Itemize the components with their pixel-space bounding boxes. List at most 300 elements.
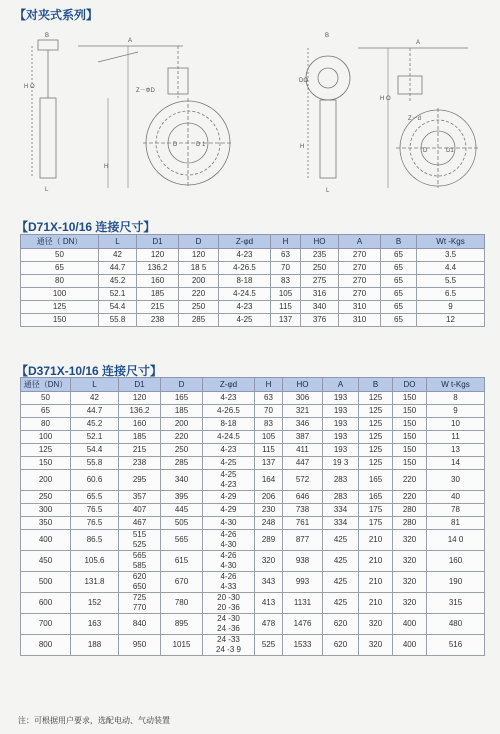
table-cell — [71, 517, 119, 530]
left-label-H: H — [104, 164, 109, 170]
table-cell — [71, 457, 119, 470]
cell-value: 387 — [295, 432, 310, 441]
table-cell — [99, 275, 137, 288]
cell-value: 105 — [278, 289, 293, 298]
table-cell — [71, 635, 119, 656]
cell-value: 525 — [261, 640, 276, 649]
table-cell — [283, 530, 323, 551]
table-row — [21, 288, 485, 301]
table-cell — [283, 551, 323, 572]
table-cell — [119, 457, 161, 470]
left-label-L: L — [45, 187, 49, 193]
column-header: Z-φd — [219, 235, 271, 249]
cell-value: 505 — [174, 518, 189, 527]
cell-value: 235 — [312, 250, 327, 259]
table-cell — [255, 444, 283, 457]
cell-value: 11 — [451, 432, 460, 441]
cell-value: 4-23 — [220, 393, 237, 402]
cell-value: 343 — [261, 577, 276, 586]
cell-value: 283 — [333, 492, 348, 501]
table-cell — [179, 301, 219, 314]
table-cell — [255, 470, 283, 491]
table-cell — [417, 288, 485, 301]
cell-value: 65 — [394, 302, 403, 311]
cell-value: 131.8 — [84, 577, 105, 586]
table-cell — [323, 572, 359, 593]
page-title: 【对夹式系列】 — [14, 8, 99, 22]
cell-value: 4.4 — [444, 263, 457, 272]
cell-value: 525 — [132, 540, 147, 549]
cell-value: 160 — [150, 276, 165, 285]
right-label-D1: D1 — [446, 148, 454, 154]
table-row — [21, 275, 485, 288]
cell-value: 60.6 — [86, 475, 103, 484]
right-body — [320, 100, 336, 178]
table-row — [21, 517, 485, 530]
table-cell — [119, 530, 161, 551]
table-cell — [255, 457, 283, 470]
table-cell — [119, 504, 161, 517]
cell-value: 160 — [132, 419, 147, 428]
table-cell — [427, 444, 485, 457]
cell-value: 310 — [352, 302, 367, 311]
table-row — [21, 530, 485, 551]
table-cell — [359, 457, 393, 470]
table-cell — [393, 614, 427, 635]
cell-value: 320 — [402, 535, 417, 544]
left-handle-top — [38, 40, 58, 50]
table-cell — [161, 517, 203, 530]
cell-value: 50 — [41, 393, 50, 402]
right-label-B: B — [325, 33, 330, 39]
table-cell — [161, 418, 203, 431]
table-cell — [393, 457, 427, 470]
cell-value: 125 — [38, 445, 53, 454]
cell-value: 615 — [174, 556, 189, 565]
table-cell — [255, 614, 283, 635]
cell-value: 321 — [295, 406, 310, 415]
cell-value: 450 — [38, 556, 53, 565]
table-cell — [161, 593, 203, 614]
table-cell — [137, 314, 179, 327]
table-cell — [219, 249, 271, 262]
cell-value: 4-30 — [220, 561, 237, 570]
table-cell — [283, 572, 323, 593]
cell-value: 230 — [261, 505, 276, 514]
table-cell — [255, 431, 283, 444]
cell-value: 283 — [333, 475, 348, 484]
table-cell — [21, 301, 99, 314]
table-cell — [255, 504, 283, 517]
table-cell — [271, 249, 301, 262]
cell-value: 407 — [132, 505, 147, 514]
cell-value: 306 — [295, 393, 310, 402]
cell-value: 395 — [174, 492, 189, 501]
table-cell — [203, 614, 255, 635]
cell-value: 30 — [451, 475, 460, 484]
column-header: Wt -Kgs — [417, 235, 485, 249]
table-cell — [323, 418, 359, 431]
column-header: HO — [283, 378, 323, 392]
cell-value: 193 — [333, 419, 348, 428]
cell-value: 55.8 — [86, 458, 103, 467]
cell-value: 63 — [281, 250, 290, 259]
table-cell — [203, 635, 255, 656]
table-cell — [255, 572, 283, 593]
table-cell — [219, 275, 271, 288]
cell-value: 4-26.5 — [233, 263, 256, 272]
table-cell — [427, 504, 485, 517]
cell-value: 210 — [368, 556, 383, 565]
table-cell — [323, 530, 359, 551]
table-cell — [161, 551, 203, 572]
cell-value: 54.4 — [109, 302, 126, 311]
left-label-D1: D 1 — [196, 142, 206, 148]
table-cell — [21, 392, 71, 405]
left-label-Z: Z－ΦD — [136, 88, 155, 94]
table-cell — [179, 288, 219, 301]
cell-value: 425 — [333, 577, 348, 586]
table-cell — [219, 288, 271, 301]
cell-value: 70 — [264, 406, 273, 415]
table-cell — [161, 491, 203, 504]
table-cell — [283, 470, 323, 491]
cell-value: 4-23 — [220, 480, 237, 489]
table-cell — [21, 572, 71, 593]
table-cell — [427, 614, 485, 635]
left-label-B: B — [45, 33, 50, 39]
cell-value: 320 — [368, 640, 383, 649]
cell-value: 24 -3 9 — [216, 645, 241, 654]
cell-value: 120 — [191, 250, 206, 259]
table-cell — [255, 530, 283, 551]
left-label-HO: H O — [24, 84, 35, 90]
table-cell — [359, 551, 393, 572]
table-cell — [161, 457, 203, 470]
table-cell — [417, 275, 485, 288]
cell-value: 938 — [295, 556, 310, 565]
table-cell — [393, 530, 427, 551]
table-cell — [255, 491, 283, 504]
table-cell — [99, 301, 137, 314]
cell-value: 24 -30 — [217, 614, 240, 623]
cell-value: 350 — [38, 518, 53, 527]
cell-value: 425 — [333, 556, 348, 565]
cell-value: 19 3 — [332, 458, 349, 467]
cell-value: 413 — [261, 598, 276, 607]
table-cell — [323, 405, 359, 418]
cell-value: 65.5 — [86, 492, 103, 501]
cell-value: 8-18 — [220, 419, 237, 428]
cell-value: 65 — [394, 289, 403, 298]
cell-value: 270 — [352, 263, 367, 272]
table-row — [21, 301, 485, 314]
column-header: A — [339, 235, 381, 249]
cell-value: 480 — [448, 619, 463, 628]
cell-value: 52.1 — [109, 289, 126, 298]
table-cell — [179, 275, 219, 288]
cell-value: 270 — [352, 250, 367, 259]
cell-value: 515 — [132, 530, 147, 539]
cell-value: 376 — [312, 315, 327, 324]
cell-value: 315 — [448, 598, 463, 607]
cell-value: 105 — [261, 432, 276, 441]
right-label-L: L — [326, 188, 330, 194]
table-cell — [427, 457, 485, 470]
cell-value: 220 — [402, 492, 417, 501]
table-cell — [427, 593, 485, 614]
table-cell — [359, 418, 393, 431]
table-cell — [119, 635, 161, 656]
table-cell — [359, 504, 393, 517]
cell-value: 4-30 — [220, 540, 237, 549]
table-cell — [161, 470, 203, 491]
cell-value: 620 — [333, 640, 348, 649]
table-row — [21, 314, 485, 327]
cell-value: 45.2 — [109, 276, 126, 285]
cell-value: 238 — [132, 458, 147, 467]
column-header: D — [179, 235, 219, 249]
table-cell — [203, 431, 255, 444]
table-cell — [427, 392, 485, 405]
table-cell — [21, 418, 71, 431]
table-cell — [119, 392, 161, 405]
table-cell — [203, 444, 255, 457]
cell-value: 125 — [52, 302, 67, 311]
table-cell — [271, 262, 301, 275]
table-cell — [119, 614, 161, 635]
cell-value: 42 — [90, 393, 99, 402]
cell-value: 285 — [191, 315, 206, 324]
cell-value: 425 — [333, 598, 348, 607]
table-row — [21, 635, 485, 656]
right-label-H: H — [300, 144, 305, 150]
cell-value: 175 — [368, 505, 383, 514]
cell-value: 646 — [295, 492, 310, 501]
table-cell — [255, 551, 283, 572]
cell-value: 65 — [55, 263, 64, 272]
cell-value: 105.6 — [84, 556, 105, 565]
cell-value: 220 — [174, 432, 189, 441]
right-label-HO: H O — [380, 96, 391, 102]
table-cell — [393, 392, 427, 405]
cell-value: 165 — [368, 475, 383, 484]
table-cell — [323, 470, 359, 491]
table-cell — [323, 504, 359, 517]
cell-value: 125 — [368, 393, 383, 402]
cell-value: 215 — [150, 302, 165, 311]
table-cell — [21, 262, 99, 275]
cell-value: 334 — [333, 518, 348, 527]
cell-value: 700 — [38, 619, 53, 628]
cell-value: 4-26 — [220, 551, 237, 560]
column-header: D1 — [137, 235, 179, 249]
table-cell — [99, 262, 137, 275]
table-cell — [381, 249, 417, 262]
table-cell — [359, 491, 393, 504]
cell-value: 150 — [52, 315, 67, 324]
table-row — [21, 491, 485, 504]
cell-value: 320 — [402, 598, 417, 607]
table-cell — [71, 491, 119, 504]
table-cell — [359, 392, 393, 405]
table-cell — [283, 405, 323, 418]
table-cell — [283, 457, 323, 470]
cell-value: 4-25 — [236, 315, 253, 324]
cell-value: 4-29 — [220, 505, 237, 514]
table-cell — [21, 551, 71, 572]
table-cell — [323, 457, 359, 470]
cell-value: 206 — [261, 492, 276, 501]
table-cell — [427, 418, 485, 431]
cell-value: 400 — [38, 535, 53, 544]
table-cell — [21, 593, 71, 614]
table-cell — [71, 530, 119, 551]
table-cell — [301, 262, 339, 275]
cell-value: 4-24.5 — [217, 432, 240, 441]
cell-value: 4-29 — [220, 492, 237, 501]
table-row — [21, 249, 485, 262]
cell-value: 150 — [402, 445, 417, 454]
table-cell — [161, 635, 203, 656]
cell-value: 467 — [132, 518, 147, 527]
column-header: HO — [301, 235, 339, 249]
cell-value: 50 — [55, 250, 64, 259]
table-cell — [161, 530, 203, 551]
cell-value: 3.5 — [444, 250, 457, 259]
table-cell — [119, 418, 161, 431]
table-cell — [179, 249, 219, 262]
table-cell — [71, 551, 119, 572]
table-cell — [417, 314, 485, 327]
table-cell — [393, 491, 427, 504]
cell-value: 125 — [368, 458, 383, 467]
cell-value: 24 -36 — [217, 624, 240, 633]
table-cell — [203, 551, 255, 572]
cell-value: 310 — [352, 315, 367, 324]
table-cell — [393, 593, 427, 614]
cell-value: 250 — [174, 445, 189, 454]
cell-value: 210 — [368, 577, 383, 586]
cell-value: 800 — [38, 640, 53, 649]
table-cell — [137, 262, 179, 275]
cell-value: 248 — [261, 518, 276, 527]
d71x-spec-table — [20, 234, 485, 327]
cell-value: 120 — [132, 393, 147, 402]
cell-value: 4-25 — [220, 458, 237, 467]
cell-value: 200 — [174, 419, 189, 428]
table-cell — [203, 418, 255, 431]
table-cell — [21, 530, 71, 551]
cell-value: 316 — [312, 289, 327, 298]
table-cell — [21, 249, 99, 262]
cell-value: 4-24.5 — [233, 289, 256, 298]
cell-value: 78 — [451, 505, 460, 514]
cell-value: 193 — [333, 406, 348, 415]
cell-value: 185 — [174, 406, 189, 415]
table-cell — [137, 249, 179, 262]
cell-value: 125 — [368, 432, 383, 441]
table-cell — [271, 275, 301, 288]
column-header: DO — [393, 378, 427, 392]
cell-value: 44.7 — [86, 406, 103, 415]
column-header: L — [71, 378, 119, 392]
table-cell — [339, 262, 381, 275]
table-cell — [21, 444, 71, 457]
cell-value: 13 — [451, 445, 460, 454]
table-cell — [283, 593, 323, 614]
cell-value: 14 0 — [447, 535, 464, 544]
table-cell — [381, 275, 417, 288]
cell-value: 65 — [394, 276, 403, 285]
cell-value: 346 — [295, 419, 310, 428]
cell-value: 320 — [402, 577, 417, 586]
cell-value: 8 — [453, 393, 458, 402]
left-label-A: A — [128, 38, 133, 44]
table-cell — [21, 314, 99, 327]
table1-title: 【D71X-10/16 连接尺寸】 — [16, 220, 156, 234]
cell-value: 63 — [264, 393, 273, 402]
cell-value: 447 — [295, 458, 310, 467]
cell-value: 761 — [295, 518, 310, 527]
table-cell — [271, 301, 301, 314]
cell-value: 200 — [38, 475, 53, 484]
table-cell — [359, 614, 393, 635]
table-cell — [255, 635, 283, 656]
table-row — [21, 418, 485, 431]
table-cell — [301, 301, 339, 314]
cell-value: 45.2 — [86, 419, 103, 428]
cell-value: 250 — [312, 263, 327, 272]
cell-value: 193 — [333, 445, 348, 454]
column-header: D1 — [119, 378, 161, 392]
table-cell — [119, 593, 161, 614]
cell-value: 210 — [368, 598, 383, 607]
table-cell — [179, 314, 219, 327]
column-header: Z-φd — [203, 378, 255, 392]
table-cell — [203, 517, 255, 530]
cell-value: 572 — [295, 475, 310, 484]
table-cell — [203, 405, 255, 418]
cell-value: 150 — [402, 406, 417, 415]
cell-value: 100 — [38, 432, 53, 441]
cell-value: 52.1 — [86, 432, 103, 441]
table-cell — [381, 262, 417, 275]
table-cell — [137, 275, 179, 288]
table-cell — [99, 314, 137, 327]
cell-value: 300 — [38, 505, 53, 514]
table-cell — [203, 457, 255, 470]
cell-value: 190 — [448, 577, 463, 586]
cell-value: 650 — [132, 582, 147, 591]
table-cell — [71, 444, 119, 457]
table-cell — [161, 572, 203, 593]
table-cell — [427, 572, 485, 593]
column-header: 通径（DN） — [21, 378, 71, 392]
cell-value: 175 — [368, 518, 383, 527]
cell-value: 620 — [333, 619, 348, 628]
right-handwheel — [306, 56, 350, 100]
table-cell — [255, 418, 283, 431]
cell-value: 12 — [446, 315, 455, 324]
cell-value: 1015 — [172, 640, 191, 649]
table-cell — [203, 530, 255, 551]
table-cell — [393, 504, 427, 517]
cell-value: 411 — [296, 445, 309, 454]
table-cell — [283, 635, 323, 656]
table-cell — [339, 314, 381, 327]
table-cell — [339, 249, 381, 262]
